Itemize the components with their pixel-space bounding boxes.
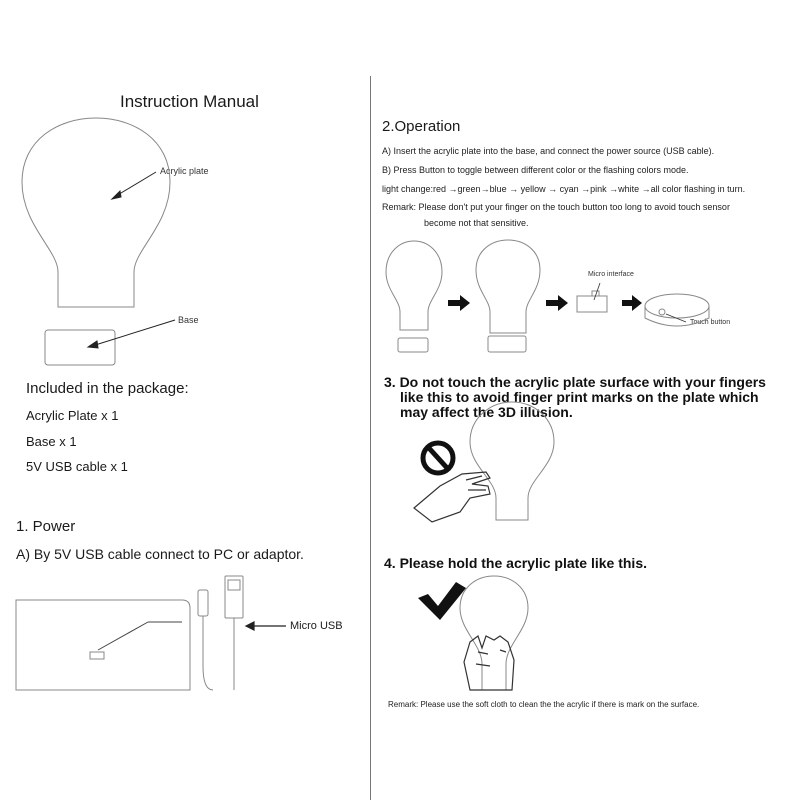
operation-heading: 2.Operation — [382, 118, 461, 135]
checkmark-icon — [418, 582, 466, 620]
package-item-acrylic: Acrylic Plate x 1 — [26, 408, 119, 423]
package-item-base: Base x 1 — [26, 434, 77, 449]
arrow-step-1 — [448, 295, 470, 311]
power-instruction: A) By 5V USB cable connect to PC or adaptor. — [16, 546, 304, 562]
acrylic-plate-label: Acrylic plate — [160, 166, 209, 176]
usb-port — [90, 652, 104, 659]
base-block — [45, 330, 115, 365]
acrylic-plate-bulb — [22, 118, 170, 307]
operation-line-a: A) Insert the acrylic plate into the base, and connect the power source (USB cable). — [382, 146, 715, 156]
hold-remark: Remark: Please use the soft cloth to clean the the acrylic if there is mark on the surface. — [388, 700, 700, 709]
arrow-step-3 — [622, 295, 642, 311]
micro-usb-plug — [198, 590, 208, 616]
arrow-step-2 — [546, 295, 568, 311]
power-base-box — [16, 600, 190, 690]
micro-interface-label: Micro interface — [588, 271, 634, 278]
micro-usb-label: Micro USB — [290, 620, 343, 632]
operation-line-c: light change:red →green→blue → yellow → cyan →pink →white →all color flashing in turn. — [382, 184, 746, 194]
touching-hand — [414, 472, 490, 522]
warning-line-1: 3. Do not touch the acrylic plate surface with your fingers — [384, 374, 766, 390]
operation-remark-2: become not that sensitive. — [424, 218, 529, 228]
package-item-usb-cable: 5V USB cable x 1 — [26, 459, 128, 474]
manual-title: Instruction Manual — [120, 92, 259, 111]
operation-remark-1: Remark: Please don't put your finger on the touch button too long to avoid touch sensor — [382, 202, 730, 212]
base-label: Base — [178, 315, 199, 325]
hold-heading: 4. Please hold the acrylic plate like this. — [384, 555, 647, 571]
no-touch-icon — [423, 443, 453, 473]
power-heading: 1. Power — [16, 518, 76, 535]
warning-line-3: may affect the 3D illusion. — [400, 404, 573, 420]
warning-line-2: like this to avoid finger print marks on the plate which — [400, 389, 759, 405]
package-heading: Included in the package: — [26, 380, 189, 397]
touch-button-label: Touch button — [690, 319, 731, 326]
operation-line-b: B) Press Button to toggle between different color or the flashing colors mode. — [382, 165, 689, 175]
